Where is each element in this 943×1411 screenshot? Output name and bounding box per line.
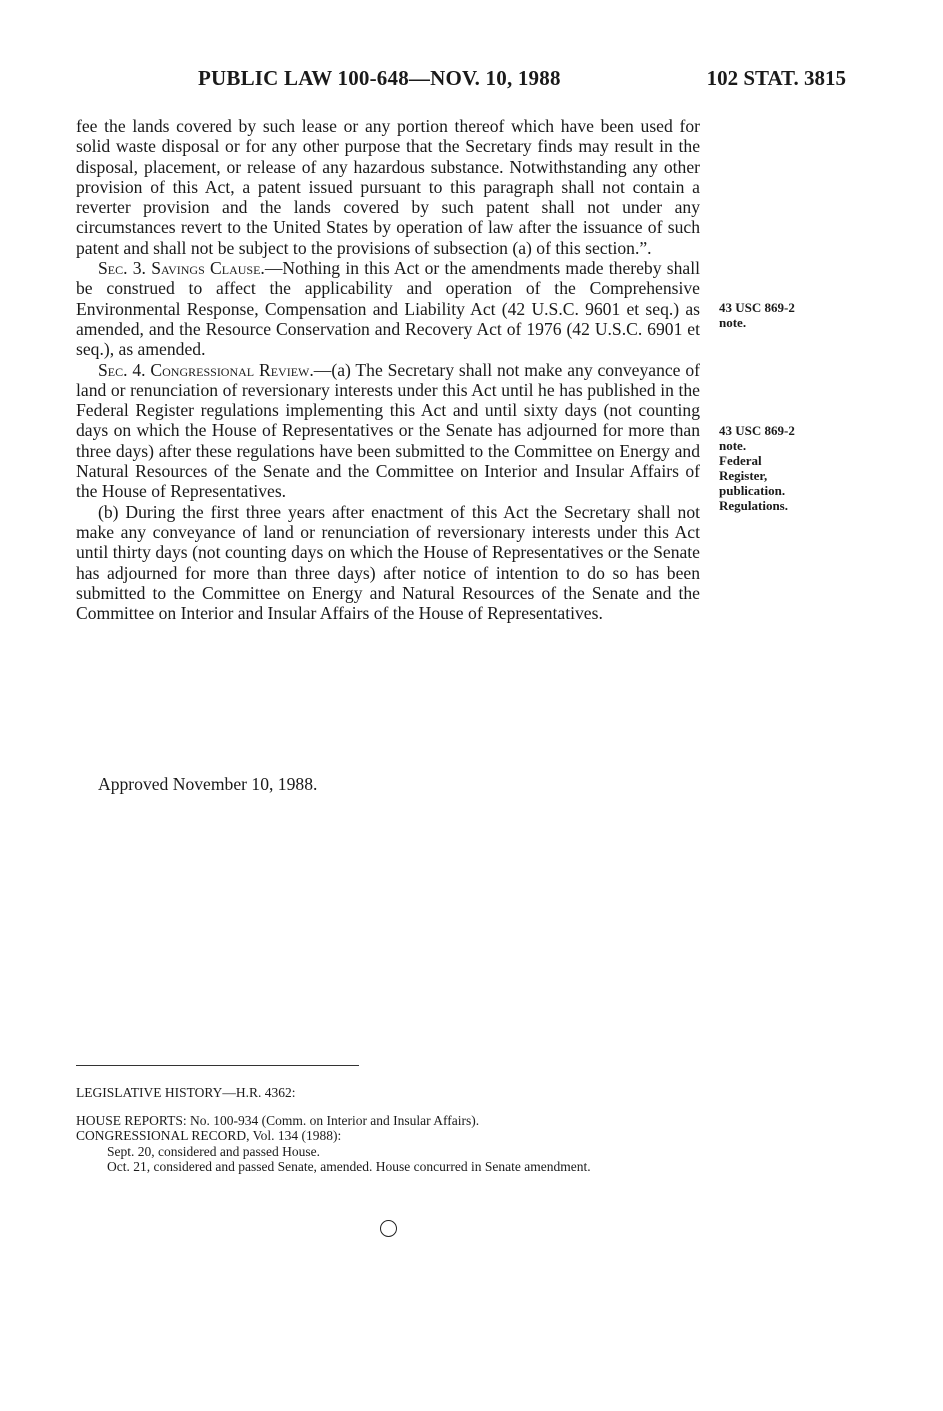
document-body [76,116,700,623]
history-title: LEGISLATIVE HISTORY—H.R. 4362: [76,1085,296,1100]
margin-note-line: Register, [719,468,768,483]
margin-note-line: Regulations. [719,498,788,513]
history-entry: Oct. 21, considered and passed Senate, amended. House concurred in Senate amendment. [107,1158,591,1174]
margin-note-line: note. [719,438,747,453]
stat-page-number: 102 STAT. 3815 [706,66,846,90]
end-of-document-mark [380,1220,397,1237]
paragraph-continuation: fee the lands covered by such lease or any portion thereof which have been used for solid waste disposal or for any other purpose that the Secretary finds may result in the disposal, placement, or release of any hazardous substance. Notwithstanding any other provision of this Act, a patent issued pursuant to this paragraph shall not contain a reverter provision and the lands covered by such patent shall not under any circumstances revert to the United States by operation of law after the issuance of such patent and shall not be subject to the provisions of subsection (a) of this section.”. [76,116,700,258]
margin-note-line: 43 USC 869-2 [719,423,795,438]
page-title: PUBLIC LAW 100-648—NOV. 10, 1988 [198,66,561,90]
margin-note-line: publication. [719,483,786,498]
page-header [76,66,846,96]
approval-date: Approved November 10, 1988. [98,774,318,794]
history-entry: Sept. 20, considered and passed House. [107,1143,320,1159]
section-3 [76,258,700,359]
legislative-history [76,1085,706,1174]
section-4-heading: Sec. 4. Congressional Review. [98,359,314,380]
margin-note-line: note. [719,315,747,330]
section-4-text: —(a) The Secretary shall not make any conveyance of land or renunciation of reversionary interests under this Act until he has published in the Federal Register regulations implementing this Act and until sixty days (not counting days on which the House of Representatives or the Senate has adjourned for more than three days) after these regulations have been submitted to the Committee on Energy and Natural Resources of the Senate and the Committee on Interior and Insular Affairs of the House of Representatives. [76,359,700,502]
margin-note-line: 43 USC 869-2 [719,300,795,315]
margin-note-line: Federal [719,453,762,468]
house-reports: HOUSE REPORTS: No. 100-934 (Comm. on Interior and Insular Affairs). [76,1113,480,1129]
footnote-divider [76,1065,359,1066]
section-3-text: —Nothing in this Act or the amendments made thereby shall be construed to affect the applicability and operation of the Comprehensive Environmental Response, Compensation and Liability Act (42 U.S.C. 9601 et seq.) as amended, and the Resource Conservation and Recovery Act of 1976 (42 U.S.C. 6901 et seq.), as amended. [76,258,700,360]
section-4 [76,360,700,502]
margin-note-section-4 [719,423,829,513]
section-4-subsection-b: (b) During the first three years after enactment of this Act the Secretary shall not make any conveyance of land or renunciation of reversionary interests under this Act until thirty days (not counting days on which the House of Representatives or the Senate has adjourned for more than three days) after notice of intention to do so has been submitted to the Committee on Energy and Natural Resources of the Senate and the Committee on Interior and Insular Affairs of the House of Representatives. [76,501,700,624]
section-3-heading: Sec. 3. Savings Clause. [98,258,265,279]
congressional-record: CONGRESSIONAL RECORD, Vol. 134 (1988): [76,1128,342,1144]
margin-note-section-3 [719,300,829,330]
